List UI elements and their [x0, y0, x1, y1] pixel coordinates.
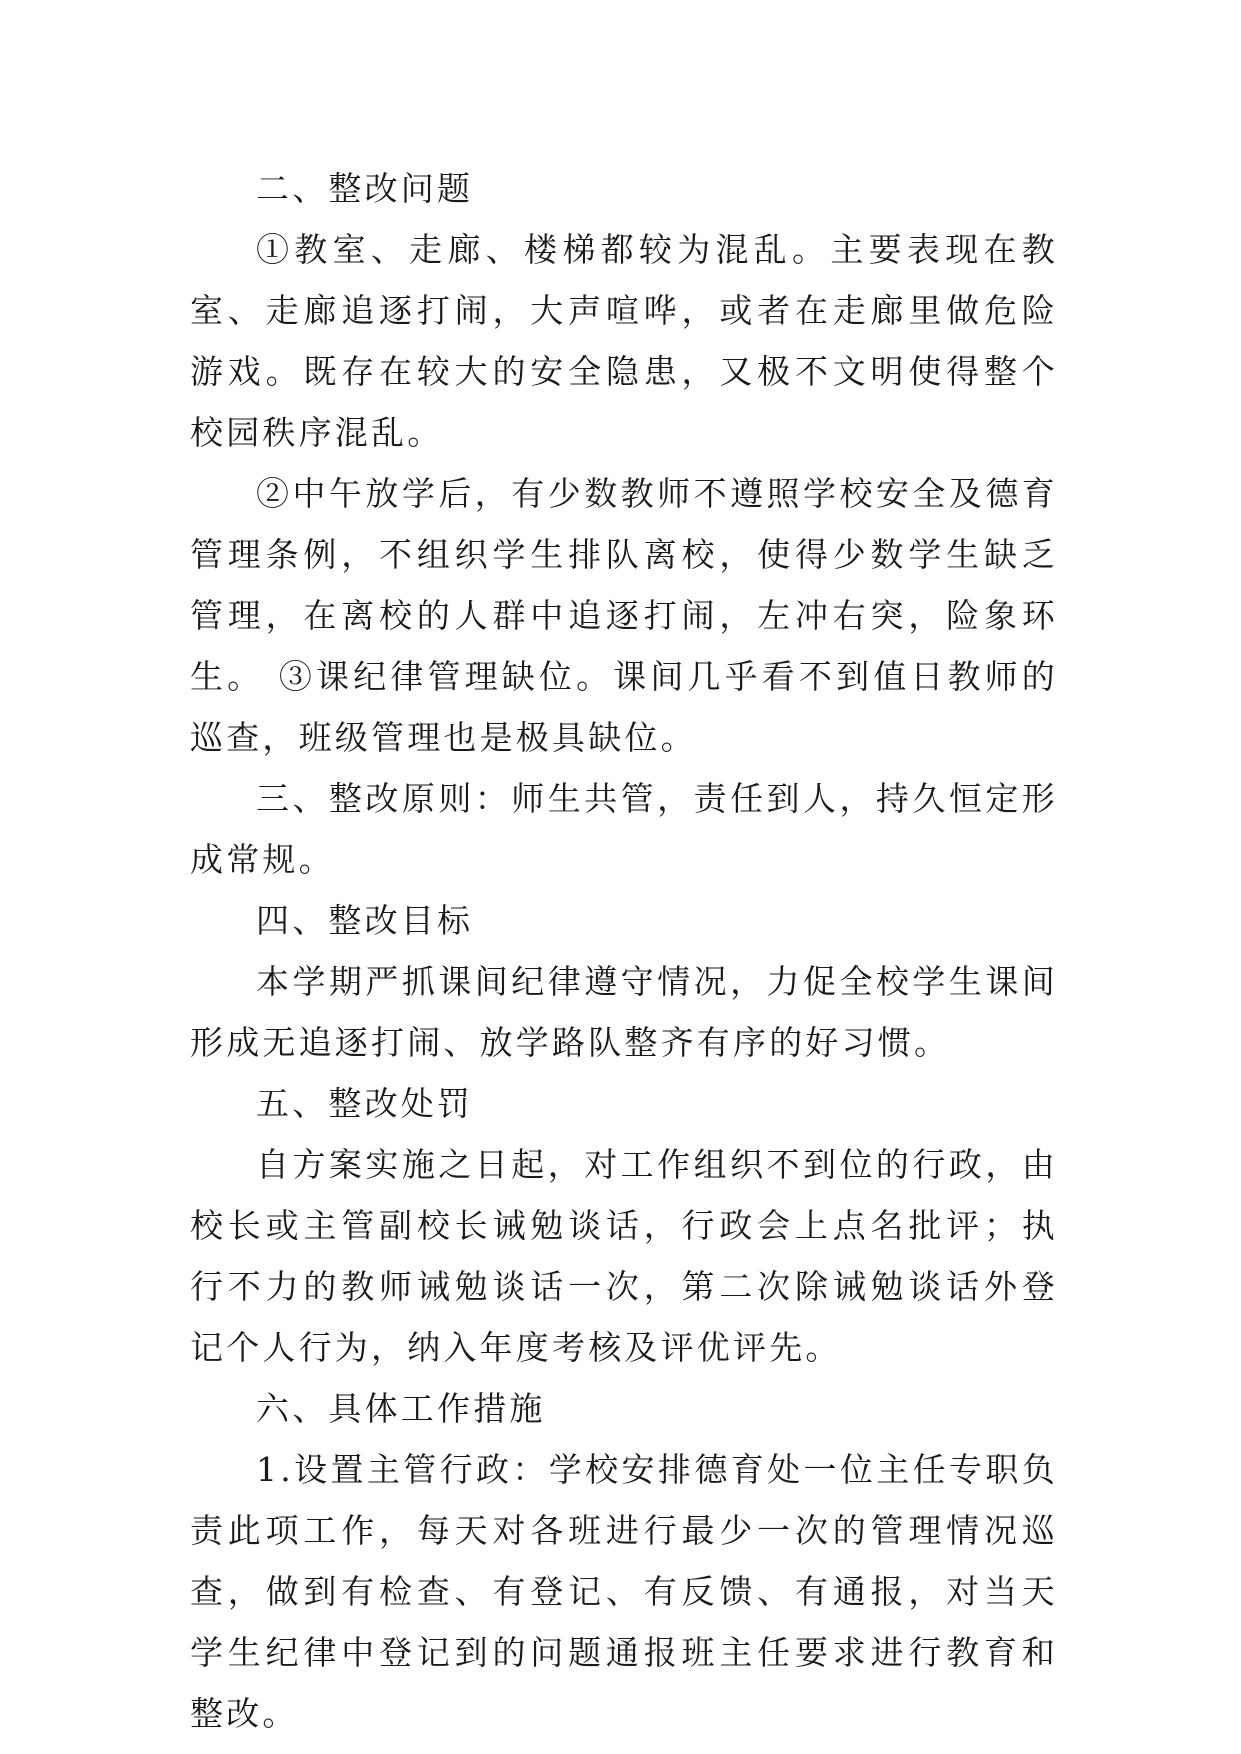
- section-heading-principles: 三、整改原则：师生共管，责任到人，持久恒定形成常规。: [190, 779, 1058, 879]
- document-body: [190, 158, 1058, 1744]
- section-heading-measures: 六、具体工作措施: [256, 1389, 546, 1428]
- measures-paragraph-1: 1.设置主管行政：学校安排德育处一位主任专职负责此项工作，每天对各班进行最少一次的管理情况巡查，做到有检查、有登记、有反馈、有通报，对当天学生纪律中登记到的问题通报班主任要求进行教育和整改。: [190, 1450, 1058, 1733]
- goals-paragraph: 本学期严抓课间纪律遵守情况，力促全校学生课间形成无追逐打闹、放学路队整齐有序的好习惯。: [190, 962, 1058, 1062]
- penalties-paragraph: 自方案实施之日起，对工作组织不到位的行政，由校长或主管副校长诫勉谈话，行政会上点名批评；执行不力的教师诫勉谈话一次，第二次除诫勉谈话外登记个人行为，纳入年度考核及评优评先。: [190, 1145, 1058, 1367]
- section-heading-goals: 四、整改目标: [256, 901, 474, 940]
- section-heading-rectification-issues: 二、整改问题: [256, 169, 474, 208]
- issue-paragraph-1: ①教室、走廊、楼梯都较为混乱。主要表现在教室、走廊追逐打闹，大声喧哗，或者在走廊里做危险游戏。既存在较大的安全隐患，又极不文明使得整个校园秩序混乱。: [190, 230, 1058, 452]
- section-heading-penalties: 五、整改处罚: [256, 1084, 474, 1123]
- issue-paragraph-2: ②中午放学后，有少数教师不遵照学校安全及德育管理条例，不组织学生排队离校，使得少数学生缺乏管理，在离校的人群中追逐打闹，左冲右突，险象环生。 ③课纪律管理缺位。课间几乎看不到值日教师的巡查，班级管理也是极具缺位。: [190, 474, 1058, 757]
